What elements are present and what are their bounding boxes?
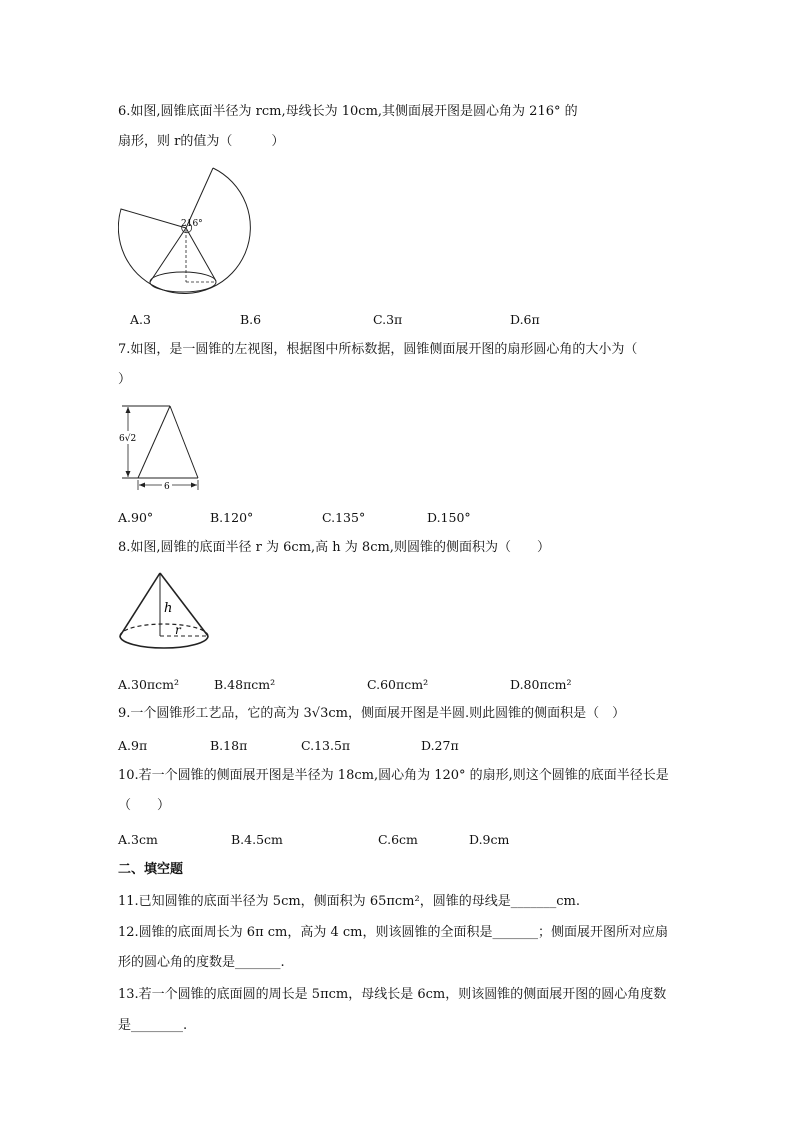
- q8-h-label: h: [164, 601, 173, 616]
- q6-option-d: D.6π: [510, 312, 540, 327]
- q7-side-view-figure: [116, 402, 206, 494]
- q6-cone-right: [186, 228, 216, 281]
- q7-text-line1: 7.如图，是一圆锥的左视图，根据图中所标数据，圆锥侧面展开图的扇形圆心角的大小为（: [118, 342, 638, 357]
- q7-triangle-right: [170, 406, 198, 478]
- section-title-fill-in: 二、填空题: [118, 862, 184, 877]
- q8-option-a: A.30πcm²: [118, 677, 179, 692]
- q6-text-line1: 6.如图,圆锥底面半径为 rcm,母线长为 10cm,其侧面展开图是圆心角为 216° 的: [118, 104, 578, 119]
- q7-text-line2: ）: [118, 372, 132, 387]
- q12-text-line2: 形的圆心角的度数是_______.: [118, 955, 285, 970]
- q8-cone-figure: [116, 568, 216, 660]
- q6-cone-left: [150, 228, 186, 282]
- q6-option-a: A.3: [130, 312, 151, 327]
- q7-base-arrow-right: [191, 483, 197, 488]
- q10-option-b: B.4.5cm: [231, 832, 283, 847]
- q6-angle-label: 216°: [181, 219, 203, 229]
- q7-base-arrow-left: [139, 483, 145, 488]
- q7-option-b: B.120°: [210, 510, 254, 525]
- q6-text-line2: 扇形，则 r的值为（ ）: [118, 134, 285, 149]
- q13-text-line2: 是________.: [118, 1018, 188, 1033]
- q7-triangle-left: [138, 406, 170, 478]
- q6-option-c: C.3π: [373, 312, 403, 327]
- q11-text-line1: 11.已知圆锥的底面半径为 5cm，侧面积为 65πcm²，圆锥的母线是_______cm.: [118, 894, 580, 909]
- q7-height-arrow-top: [126, 407, 131, 413]
- q8-base-front: [120, 636, 208, 648]
- q13-text-line1: 13.若一个圆锥的底面圆的周长是 5πcm，母线长是 6cm，则该圆锥的侧面展开图的圆心角度数: [118, 987, 667, 1002]
- q7-option-a: A.90°: [118, 510, 154, 525]
- q6-option-b: B.6: [240, 312, 262, 327]
- q8-option-c: C.60πcm²: [367, 677, 429, 692]
- q10-text-line1: 10.若一个圆锥的侧面展开图是半径为 18cm,圆心角为 120° 的扇形,则这个圆锥的底面半径长是: [118, 768, 669, 783]
- q9-text-line1: 9.一个圆锥形工艺品，它的高为 3√3cm，侧面展开图是半圆.则此圆锥的侧面积是（ ）: [118, 706, 626, 721]
- q8-option-d: D.80πcm²: [510, 677, 572, 692]
- q7-base-label: 6: [164, 482, 170, 492]
- q7-height-arrow-bottom: [126, 471, 131, 477]
- q7-option-d: D.150°: [427, 510, 471, 525]
- q10-text-line2: （ ）: [118, 798, 171, 813]
- q8-r-label: r: [175, 623, 181, 637]
- q9-option-c: C.13.5π: [301, 738, 351, 753]
- q7-height-label: 6√2: [119, 434, 137, 444]
- q10-option-c: C.6cm: [378, 832, 418, 847]
- q8-base-back: [120, 624, 208, 636]
- q9-option-b: B.18π: [210, 738, 248, 753]
- q8-text-line1: 8.如图,圆锥的底面半径 r 为 6cm,高 h 为 8cm,则圆锥的侧面积为（ ）: [118, 540, 550, 555]
- q6-sector-figure: [118, 160, 258, 300]
- q12-text-line1: 12.圆锥的底面周长为 6π cm，高为 4 cm，则该圆锥的全面积是_______；侧面展开图所对应扇: [118, 925, 669, 940]
- q8-option-b: B.48πcm²: [214, 677, 276, 692]
- q10-option-d: D.9cm: [469, 832, 510, 847]
- q9-option-d: D.27π: [421, 738, 459, 753]
- q10-option-a: A.3cm: [118, 832, 158, 847]
- q7-option-c: C.135°: [322, 510, 366, 525]
- q9-option-a: A.9π: [118, 738, 148, 753]
